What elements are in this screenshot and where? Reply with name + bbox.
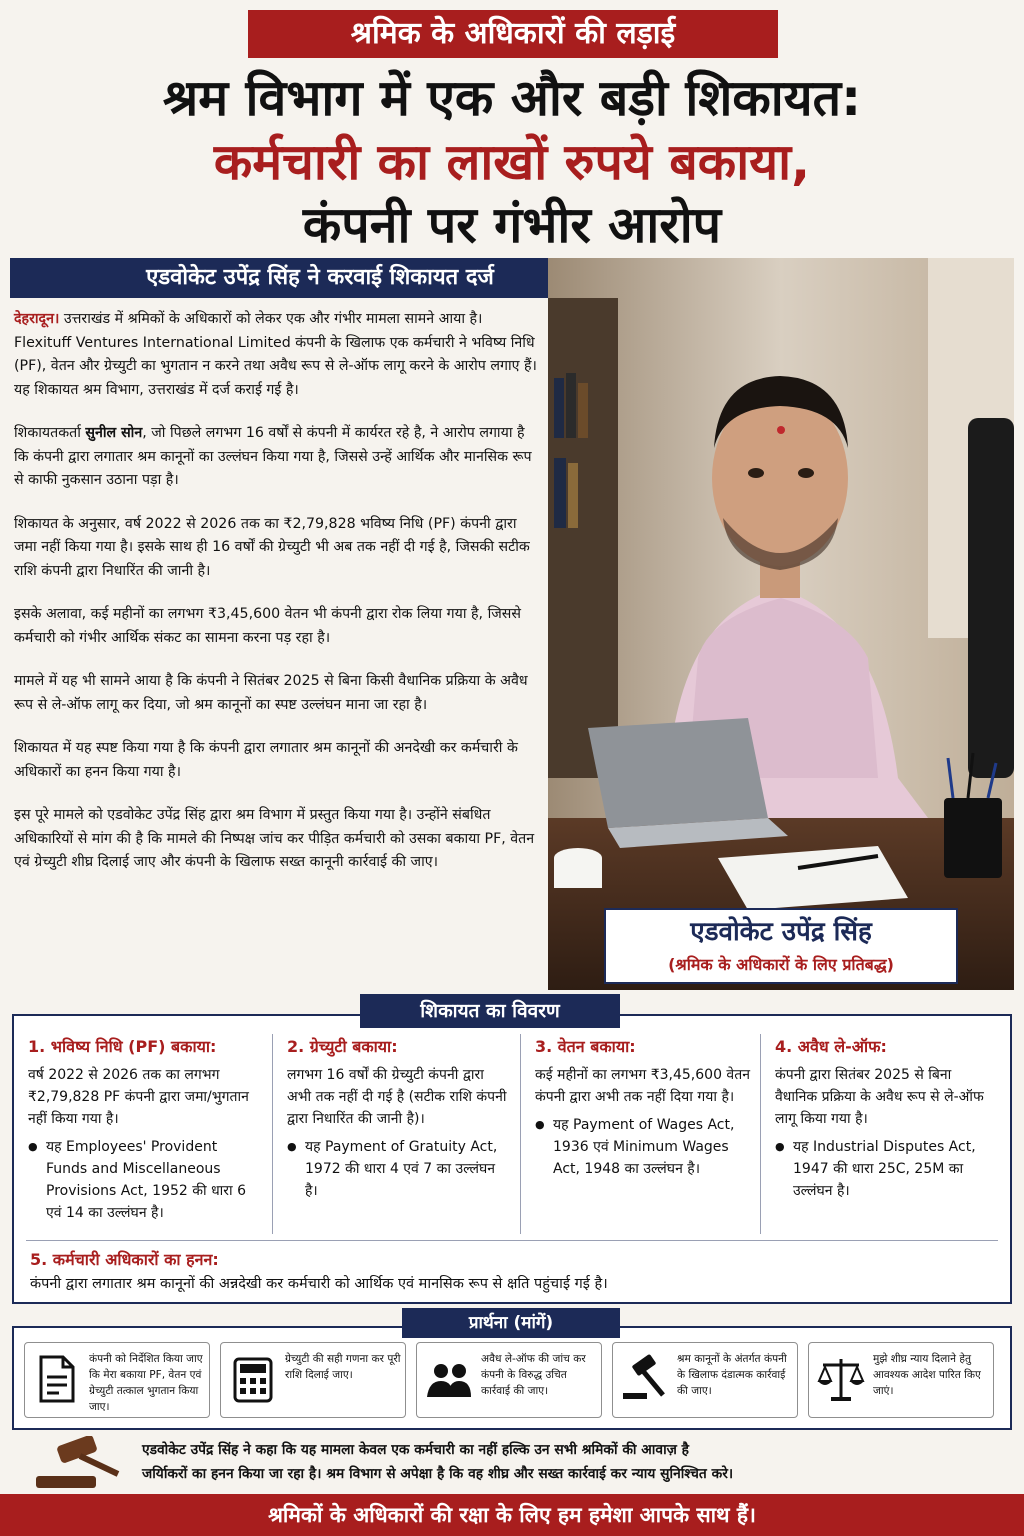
scales-icon <box>815 1353 867 1405</box>
prayer-item-penal <box>612 1342 798 1418</box>
detail-text: कई महीनों का लगभग ₹3,45,600 वेतन कंपनी द्वारा अभी तक नहीं दिया गया है। <box>535 1067 750 1105</box>
detail-text: कंपनी द्वारा सितंबर 2025 से बिना वैधानिक प्रक्रिया के अवैध रूप से ले-ऑफ लागू किया गया है। <box>775 1067 984 1127</box>
detail-text: कंपनी द्वारा लगातार श्रम कानूनों की अन्नदेखी कर कर्मचारी को आर्थिक एवं मानसिक रूप से क्षति पहुंचाई गई है। <box>30 1276 608 1292</box>
detail-item-gratuity <box>272 1034 518 1234</box>
detail-item-layoff <box>760 1034 1006 1234</box>
prayer-text: ग्रेच्युटी की सही गणना कर पूरी राशि दिलाई जाए। <box>285 1353 401 1381</box>
detail-heading: 4. अवैध ले-ऑफ: <box>775 1037 887 1056</box>
prayer-box <box>12 1326 1012 1430</box>
detail-bullet: ● यह Industrial Disputes Act, 1947 की धारा 25C, 25M का उल्लंघन है। <box>775 1136 996 1202</box>
caption-name: एडवोकेट उपेंद्र सिंह <box>690 917 872 947</box>
article-paragraph-2: शिकायतकर्ता सुनील सोन, जो पिछले लगभग 16 वर्षों से कंपनी में कार्यरत रहे है, ने आरोप लगाया है कि कंपनी द्वारा लगातार श्रम कानूनों का उल्लंघन किया गया है, जिससे उन्हें आर्थिक और मानसिक रूप से काफी नुकसान उठाना पड़ा है। <box>14 425 532 488</box>
article-paragraph-7: इस पूरे मामले को एडवोकेट उपेंद्र सिंह द्वारा श्रम विभाग में प्रस्तुत किया गया है। उन्होंने संबधित अधिकारियों से मांग की है कि मामले की निष्पक्ष जांच कर पीड़ित कर्मचारी को उसका बकाया PF, वेतन एवं ग्रेच्युटी शीघ्र दिलाई जाए और कंपनी के खिलाफ सख्त कानूनी कार्रवाई की जाए। <box>14 807 535 870</box>
advocate-photo <box>548 258 1014 990</box>
prayer-title: प्रार्थना (मांगें) <box>402 1308 620 1338</box>
prayer-text: मुझे शीघ्र न्याय दिलाने हेतु आवश्यक आदेश पारित किए जाएं। <box>873 1353 981 1397</box>
detail-heading: 2. ग्रेच्युटी बकाया: <box>287 1037 398 1056</box>
document-icon <box>31 1353 83 1405</box>
subheadline-bar: एडवोकेट उपेंद्र सिंह ने करवाई शिकायत दर्ज <box>10 258 630 298</box>
article-paragraph-6: शिकायत में यह स्पष्ट किया गया है कि कंपनी द्वारा लगातार श्रम कानूनों की अनदेखी कर कर्मचारी के अधिकारों का हनन किया गया है। <box>14 740 518 780</box>
article-paragraph-3: शिकायत के अनुसार, वर्ष 2022 से 2026 तक का ₹2,79,828 भविष्य निधि (PF) कंपनी द्वारा जमा नहीं किया गया है। इसके साथ ही 16 वर्षों की ग्रेच्युटी भी अब तक नहीं दी गई है, जिसकी सटीक राशि कंपनी द्वारा निधारिंत की जानी है। <box>14 515 530 579</box>
detail-text: लगभग 16 वर्षों की ग्रेच्युटी कंपनी द्वारा अभी तक नहीं दी गई है (सटीक राशि कंपनी द्वारा निधारिंत की जानी है)। <box>287 1067 507 1127</box>
caption-tagline: (श्रमिक के अधिकारों के लिए प्रतिबद्ध) <box>668 955 894 974</box>
complainant-name: सुनील सोन <box>85 425 143 441</box>
people-icon <box>423 1353 475 1405</box>
detail-heading: 1. भविष्य निधि (PF) बकाया: <box>28 1037 217 1056</box>
detail-bullet: ● यह Payment of Gratuity Act, 1972 की धारा 4 एवं 7 का उल्लंघन है। <box>287 1136 508 1202</box>
article-body <box>14 308 542 895</box>
detail-bullet: ● यह Payment of Wages Act, 1936 एवं Minimum Wages Act, 1948 का उल्लंघन है। <box>535 1114 756 1180</box>
prayer-item-layoff <box>416 1342 602 1418</box>
prayer-text: अवैध ले-ऑफ की जांच कर कंपनी के विरुद्ध उचित कार्रवाई की जाए। <box>481 1353 586 1397</box>
detail-heading: 5. कर्मचारी अधिकारों का हनन: <box>30 1250 219 1269</box>
detail-item-rights <box>30 1248 994 1296</box>
footer-banner: श्रमिकों के अधिकारों की रक्षा के लिए हम हमेशा आपके साथ हैं। <box>0 1494 1024 1536</box>
prayer-item-payment <box>24 1342 210 1418</box>
kicker-banner: श्रमिक के अधिकारों की लड़ाई <box>248 10 778 58</box>
calculator-icon <box>227 1353 279 1405</box>
headline-line-3: कंपनी पर गंभीर आरोप <box>302 196 722 254</box>
article-paragraph-1: देहरादून। उत्तराखंड में श्रमिकों के अधिकारों को लेकर एक और गंभीर मामला सामने आया है। Flexituff Ventures International Limited कंपनी के खिलाफ एक कर्मचारी ने भविष्य निधि (PF), वेतन और ग्रेच्युटी का भुगतान न करने तथा अवैध रूप से ले-ऑफ लागू करने के आरोप लगाए हैं। यह शिकायत श्रम विभाग, उत्तराखंड में दर्ज कराई गई है। <box>14 311 537 398</box>
divider <box>26 1240 998 1241</box>
headline <box>0 66 1024 256</box>
gavel-icon <box>619 1353 671 1405</box>
dateline: देहरादून। <box>14 311 60 327</box>
prayer-item-gratuity <box>220 1342 406 1418</box>
article-paragraph-4: इसके अलावा, कई महीनों का लगभग ₹3,45,600 वेतन भी कंपनी द्वारा रोक लिया गया है, जिससे कर्मचारी को गंभीर आर्थिक संकट का सामना करना पड़ रहा है। <box>14 606 521 646</box>
gavel-icon <box>30 1436 140 1492</box>
prayer-text: कंपनी को निर्देशित किया जाए कि मेरा बकाया PF, वेतन एवं ग्रेच्युटी तत्काल भुगतान किया जाए। <box>89 1353 203 1413</box>
advocate-quote <box>0 1434 1024 1492</box>
prayer-item-justice <box>808 1342 994 1418</box>
detail-bullet: ● यह Employees' Provident Funds and Miscellaneous Provisions Act, 1952 की धारा 6 एवं 14 का उल्लंघन है। <box>28 1136 250 1224</box>
quote-text: एडवोकेट उपेंद्र सिंह ने कहा कि यह मामला केवल एक कर्मचारी का नहीं हल्कि उन सभी श्रमिकों की आवाज़ है जर्यािकरों का हनन किया जा रहा है। श्रम विभाग से अपेक्षा है कि वह शीघ्र और सख्त कार्रवाई कर न्याय सुनिश्चित करे। <box>142 1442 734 1482</box>
detail-item-wages <box>520 1034 766 1234</box>
detail-heading: 3. वेतन बकाया: <box>535 1037 636 1056</box>
prayer-text: श्रम कानूनों के अंतर्गत कंपनी के खिलाफ दंडात्मक कार्रवाई की जाए। <box>677 1353 787 1397</box>
photo-caption <box>604 908 958 984</box>
complaint-details-box <box>12 1014 1012 1304</box>
headline-line-1: श्रम विभाग में एक और बड़ी शिकायत: <box>162 69 862 127</box>
detail-text: वर्ष 2022 से 2026 तक का लगभग ₹2,79,828 PF कंपनी द्वारा जमा/भुगतान नहीं किया गया है। <box>28 1067 249 1127</box>
details-title: शिकायत का विवरण <box>360 994 620 1028</box>
article-paragraph-5: मामले में यह भी सामने आया है कि कंपनी ने सितंबर 2025 से बिना किसी वैधानिक प्रक्रिया के अवैध रूप से ले-ऑफ लागू कर दिया, जो श्रम कानूनों का स्पष्ट उल्लंघन माना जा रहा है। <box>14 673 528 713</box>
headline-line-2: कर्मचारी का लाखों रुपये बकाया, <box>213 133 811 191</box>
detail-item-pf <box>14 1034 260 1234</box>
